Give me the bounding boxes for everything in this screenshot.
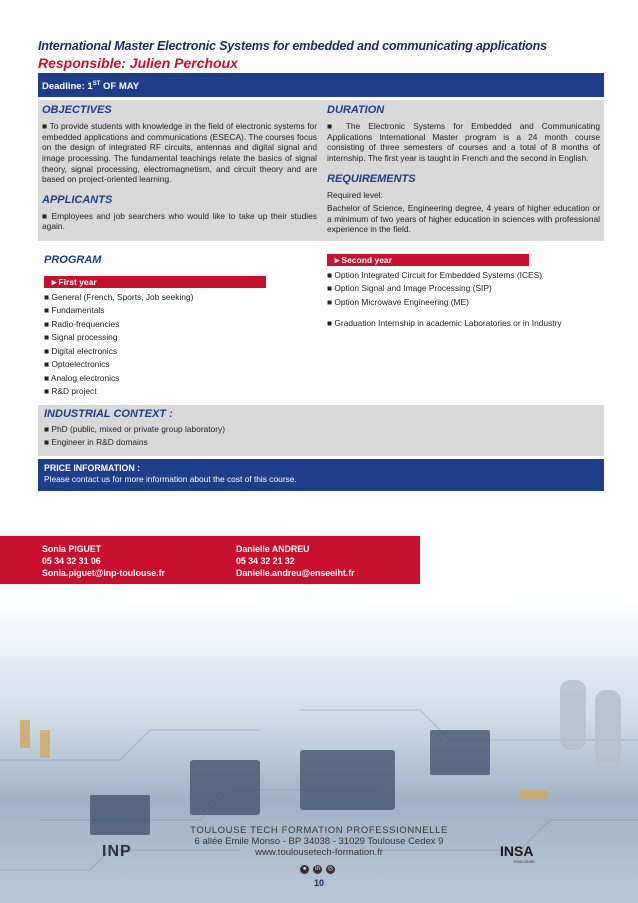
contact-email[interactable]: Sonia.piguet@inp-toulouse.fr xyxy=(42,568,165,578)
contact-phone: 05 34 32 21 32 xyxy=(236,556,295,566)
list-item: ■ Fundamentals xyxy=(44,305,105,316)
contact-name: Danielle ANDREU xyxy=(236,544,310,554)
share-icon[interactable]: ● xyxy=(300,865,309,874)
price-text: Please contact us for more information about the cost of this course. xyxy=(44,473,297,484)
deadline-sup: ST xyxy=(92,81,101,87)
contact-email[interactable]: Danielle.andreu@enseeiht.fr xyxy=(236,568,355,578)
social-icons xyxy=(300,865,335,874)
spacer xyxy=(327,309,604,317)
globe-icon[interactable]: ◎ xyxy=(327,866,334,872)
list-item: ■ Optoelectronics xyxy=(44,359,110,370)
internship-list xyxy=(327,317,604,331)
footer-org: TOULOUSE TECH FORMATION PROFESSIONNELLE xyxy=(190,825,448,836)
footer-address: 6 allée Emile Monso - BP 34038 - 31029 Toulouse Cedex 9 xyxy=(194,836,444,847)
price-title: PRICE INFORMATION : xyxy=(44,462,141,473)
objectives-text: ■ To provide students with knowledge in the field of electronic systems for embedded applications and communications (ESECA). The courses focus on the design of integrated RF circuits, antennas and digital signal and image processing. The fundamental teachings relate the basics of signal theory, signal processing, electromagnetism, and circuit theory and are based on project-oriented learning. xyxy=(42,121,317,185)
requirements-text: Bachelor of Science, Engineering degree, 4 years of higher education or a minimum of two years of higher education in sciences with professional experience in the field. xyxy=(327,203,600,235)
list-item: ■ Graduation Internship in academic Laboratories or in Industry xyxy=(327,318,562,329)
contact-bar xyxy=(0,536,420,584)
main-content xyxy=(38,38,604,491)
footer-website[interactable]: www.toulousetech-formation.fr xyxy=(255,847,383,858)
list-item: ■ Radio-frequencies xyxy=(44,318,120,329)
first-year-bar: ►First year xyxy=(44,276,266,288)
price-block xyxy=(38,459,604,491)
circuit-board-image xyxy=(0,620,638,903)
requirements-title: REQUIREMENTS xyxy=(327,172,416,185)
list-item: ■ Analog electronics xyxy=(44,372,120,383)
list-item: ■ Signal processing xyxy=(44,332,118,343)
industrial-title: INDUSTRIAL CONTEXT : xyxy=(44,407,173,420)
responsible-line: Responsible: Julien Perchoux xyxy=(38,55,238,71)
inp-logo: INP xyxy=(102,843,132,860)
objectives-title: OBJECTIVES xyxy=(42,104,112,117)
list-item: ■ General (French, Sports, Job seeking) xyxy=(44,291,194,302)
program-section xyxy=(38,254,604,399)
deadline-bar xyxy=(38,73,604,97)
page-title: International Master Electronic Systems for embedded and communicating applications xyxy=(38,39,547,53)
linkedin-icon[interactable]: in xyxy=(313,865,322,874)
insa-logo-sub: TOULOUSE xyxy=(513,859,535,864)
program-title: PROGRAM xyxy=(44,253,102,266)
duration-text: ■ The Electronic Systems for Embedded and Communicating Applications International Master program is a 24 month course consisting of three semesters of courses and a total of 8 months of internship. The first year is taught in French and the second in English. xyxy=(327,121,600,163)
program-first-year xyxy=(38,254,321,399)
industrial-context-block xyxy=(38,405,604,456)
list-item: ■ Engineer in R&D domains xyxy=(44,437,148,448)
list-item: ■ Option Integrated Circuit for Embedded Systems (ICES) xyxy=(327,269,542,280)
deadline-prefix: Deadline: 1 xyxy=(42,81,93,93)
contact-phone: 05 34 32 31 06 xyxy=(42,556,101,566)
industrial-list xyxy=(44,423,598,450)
duration-title: DURATION xyxy=(327,104,385,117)
list-item: ■ PhD (public, mixed or private group laboratory) xyxy=(44,423,226,434)
contact-name: Sonia PIGUET xyxy=(42,544,102,554)
list-item: ■ Option Signal and Image Processing (SIP) xyxy=(327,283,492,294)
second-year-list xyxy=(327,269,604,310)
contact-1 xyxy=(42,543,165,579)
page-number: 10 xyxy=(313,878,324,888)
contact-2 xyxy=(236,543,355,579)
left-column xyxy=(38,104,321,235)
deadline-suffix: OF MAY xyxy=(100,81,140,93)
applicants-title: APPLICANTS xyxy=(42,193,113,206)
first-year-list xyxy=(44,291,321,399)
list-item: ■ R&D project xyxy=(44,386,97,397)
requirements-level: Required level: xyxy=(327,189,383,200)
footer xyxy=(0,825,638,858)
list-item: ■ Option Microwave Engineering (ME) xyxy=(327,296,469,307)
second-year-bar: ►Second year xyxy=(327,254,529,266)
applicants-text: ■ Employees and job searchers who would like to take up their studies again. xyxy=(42,210,317,232)
list-item: ■ Digital electronics xyxy=(44,345,118,356)
right-column xyxy=(321,104,604,235)
info-block xyxy=(38,100,604,241)
program-second-year xyxy=(321,254,604,399)
insa-logo: INSA xyxy=(500,843,534,859)
